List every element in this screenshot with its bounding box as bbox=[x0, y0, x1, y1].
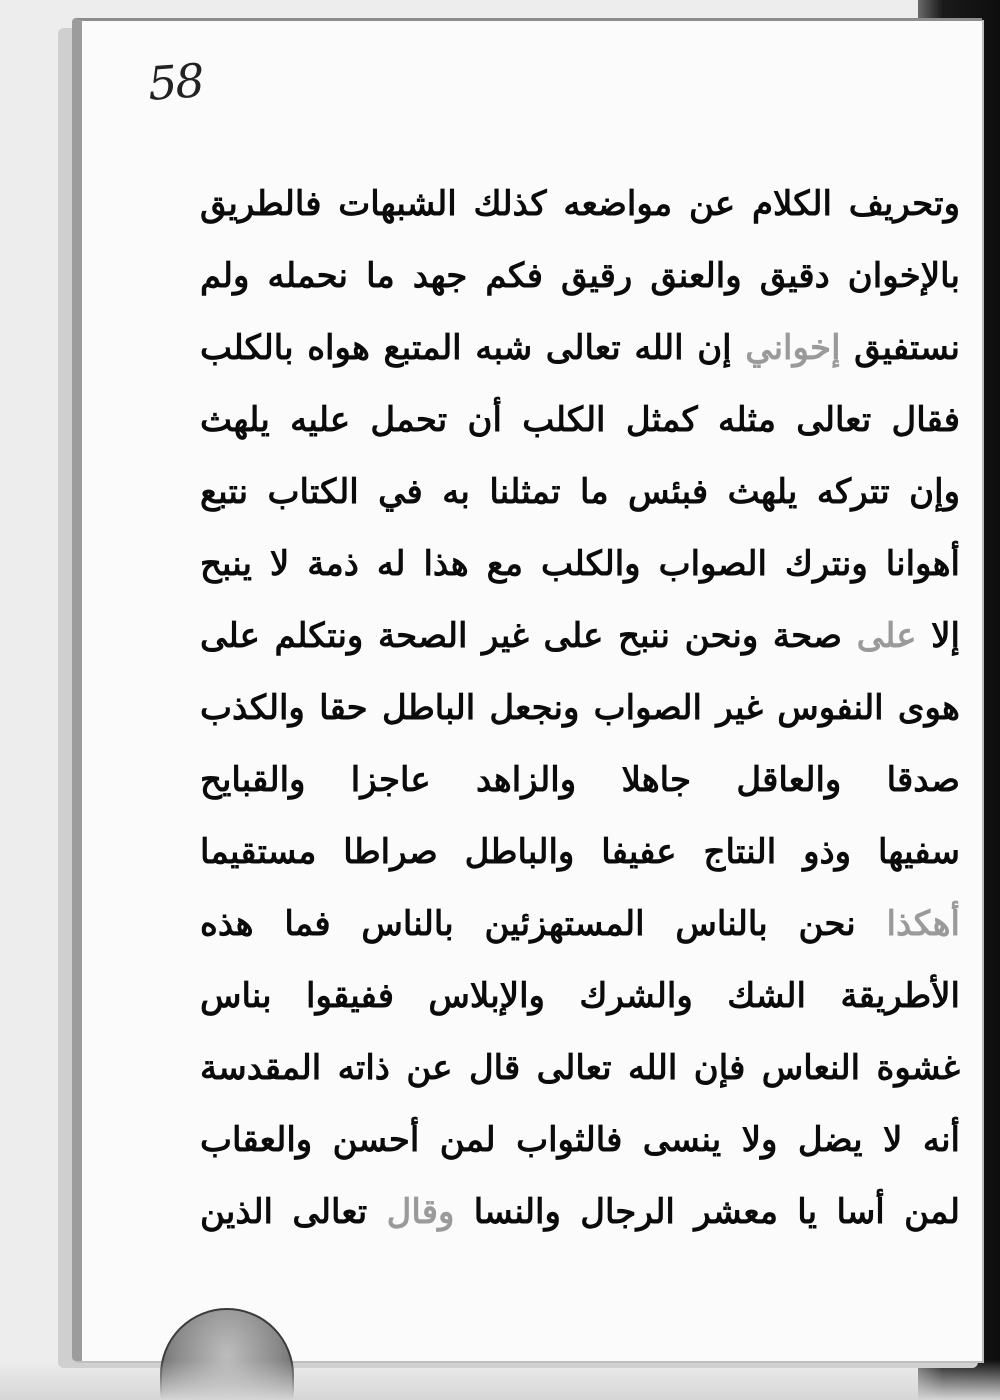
text-line-13: غشوة النعاس فإن الله تعالى قال عن ذاته المقدسة bbox=[200, 1048, 960, 1088]
text-line-12: الأطريقة الشك والشرك والإبلاس ففيقوا بناس bbox=[200, 976, 960, 1016]
text-line-9: صدقا والعاقل جاهلا والزاهد عاجزا والقبايح bbox=[200, 760, 960, 800]
text-line-1: وتحريف الكلام عن مواضعه كذلك الشبهات فالطريق bbox=[200, 184, 960, 224]
text-line-3: نستفيق إخواني إن الله تعالى شبه المتبع هواه بالكلب bbox=[200, 328, 960, 368]
text-line-8: هوى النفوس غير الصواب ونجعل الباطل حقا والكذب bbox=[200, 688, 960, 728]
faded-word: وقال bbox=[386, 1192, 455, 1232]
text-line-15: لمن أسا يا معشر الرجال والنسا وقال تعالى الذين bbox=[200, 1192, 960, 1232]
manuscript-text-block bbox=[200, 172, 960, 1252]
bottom-shading bbox=[0, 1360, 1000, 1400]
faded-word: أهكذا bbox=[886, 904, 960, 944]
faded-word: إخواني bbox=[745, 328, 841, 368]
text-line-6: أهوانا ونترك الصواب والكلب مع هذا له ذمة لا ينبح bbox=[200, 544, 960, 584]
faded-word: على bbox=[856, 616, 917, 656]
text-line-2: بالإخوان دقيق والعنق رقيق فكم جهد ما نحمله ولم bbox=[200, 256, 960, 296]
text-line-14: أنه لا يضل ولا ينسى فالثواب لمن أحسن والعقاب bbox=[200, 1120, 960, 1160]
text-line-7: إلا على صحة ونحن ننبح على غير الصحة ونتكلم على bbox=[200, 616, 960, 656]
text-line-10: سفيها وذو النتاج عفيفا والباطل صراطا مستقيما bbox=[200, 832, 960, 872]
text-line-11: أهكذا نحن بالناس المستهزئين بالناس فما هذه bbox=[200, 904, 960, 944]
text-line-4: فقال تعالى مثله كمثل الكلب أن تحمل عليه يلهث bbox=[200, 400, 960, 440]
page-number: 58 bbox=[146, 53, 205, 111]
text-line-5: وإن تتركه يلهث فبئس ما تمثلنا به في الكتاب نتبع bbox=[200, 472, 960, 512]
